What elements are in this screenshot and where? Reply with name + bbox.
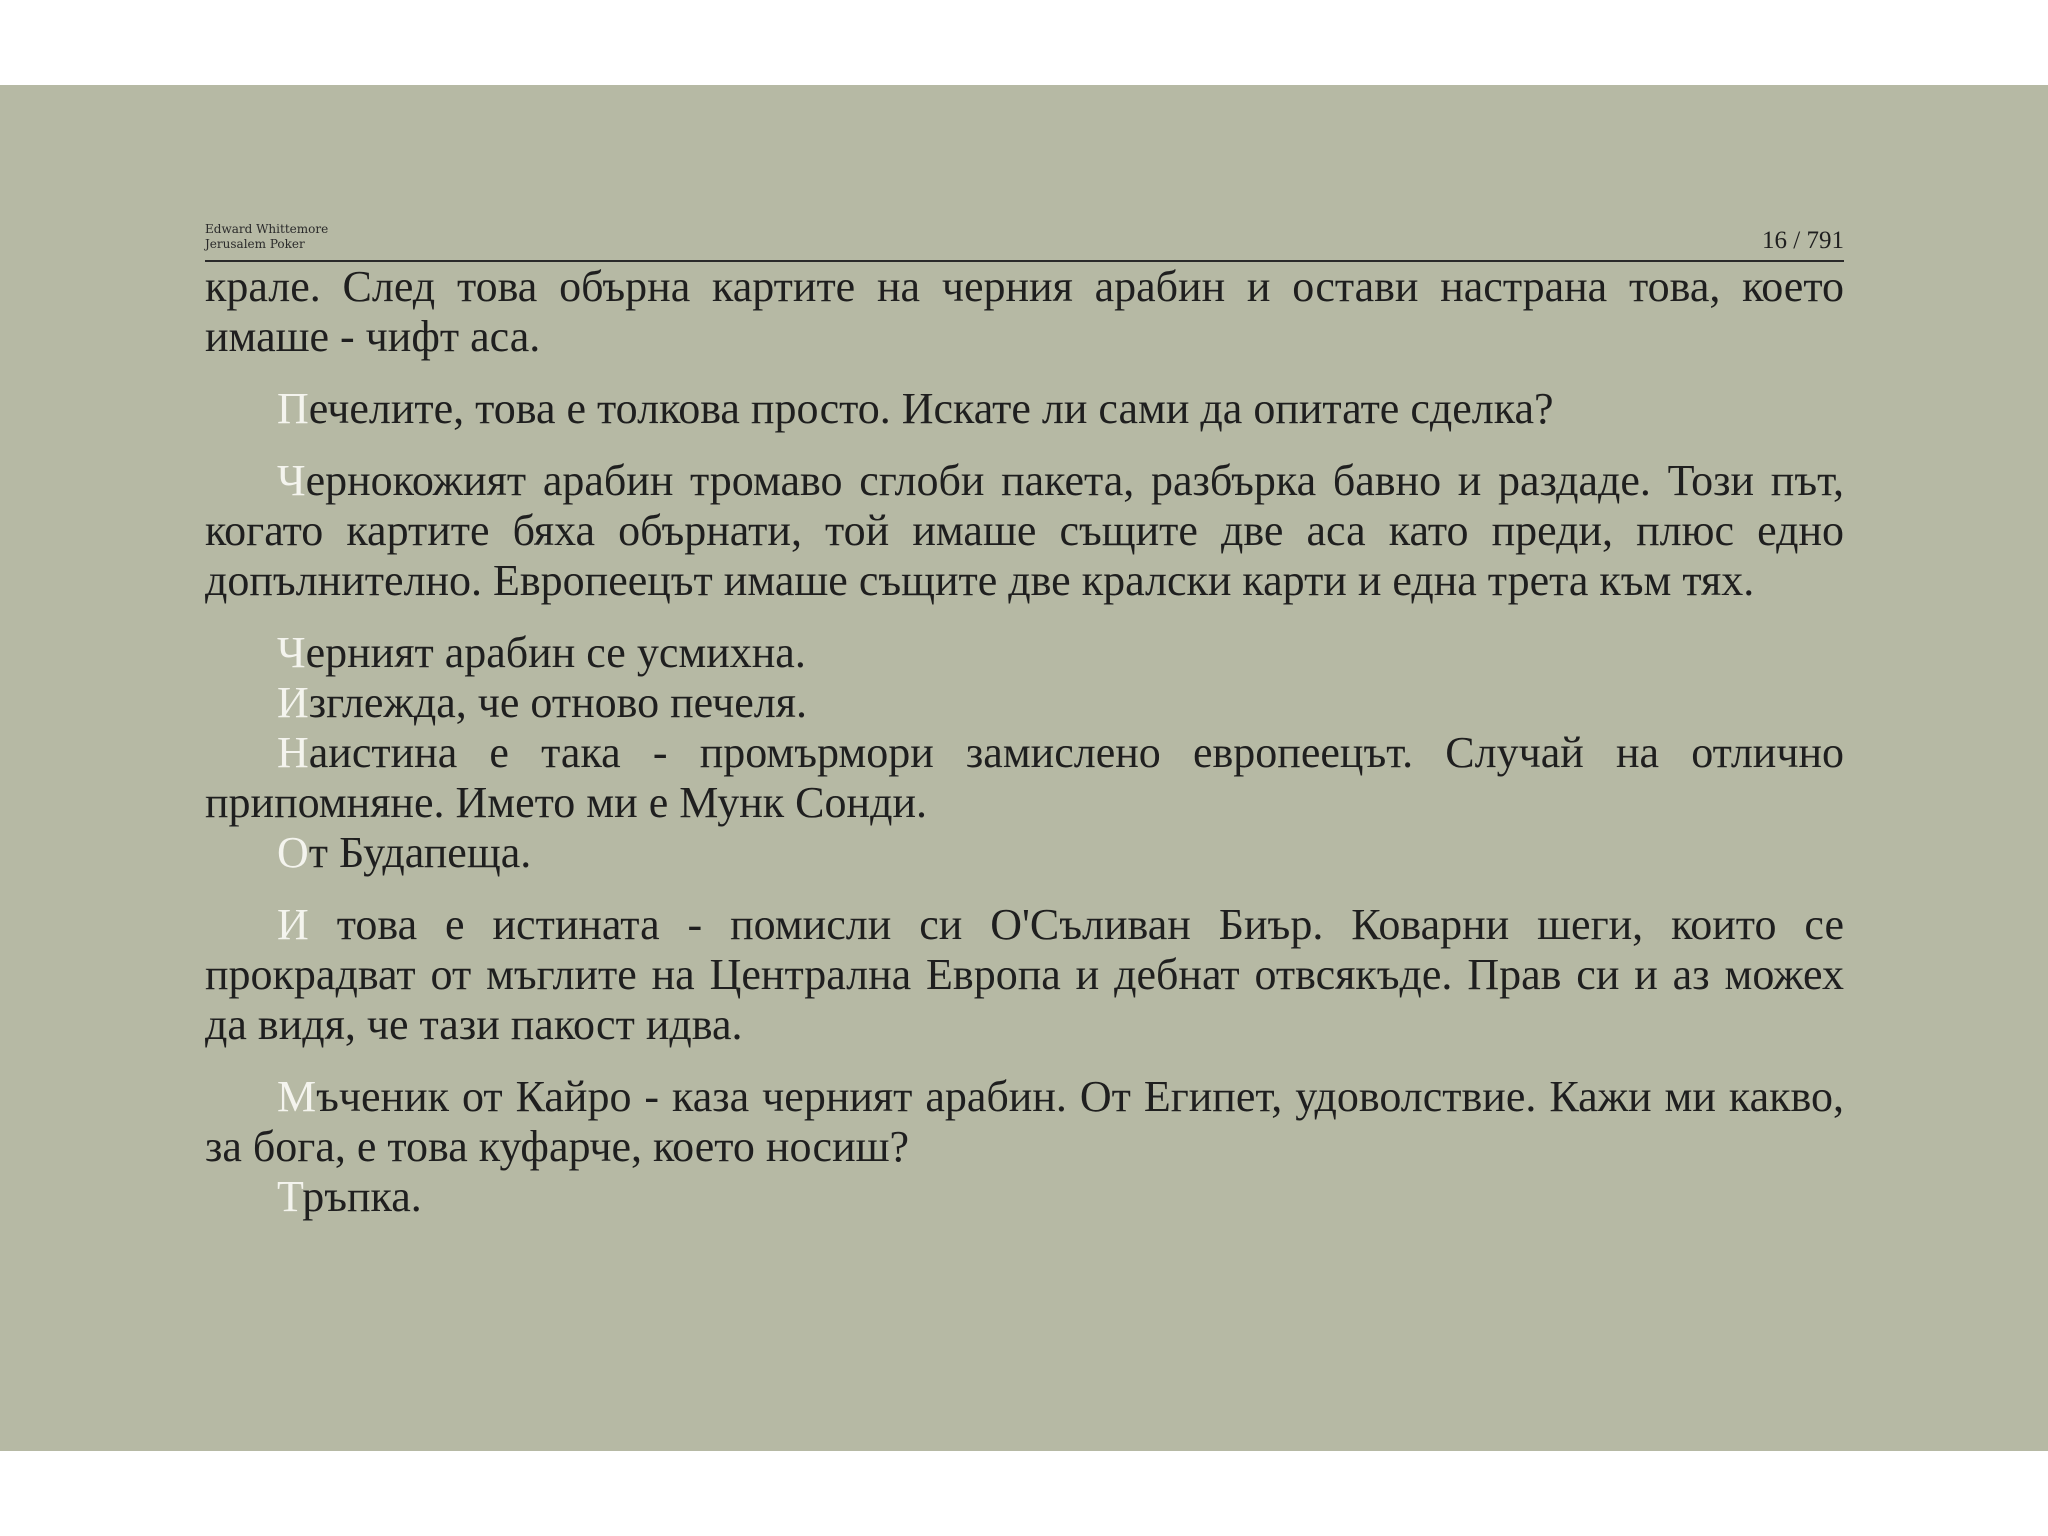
paragraph-2	[205, 384, 1844, 434]
page-number: 16 / 791	[1762, 227, 1844, 254]
page-header	[205, 136, 1844, 262]
paragraph-text: т Будапеща.	[308, 828, 532, 877]
paragraph-text: крале. След това обърна картите на черния арабин и остави настрана това, което имаше - чифт аса.	[205, 262, 1844, 361]
paragraph-5	[205, 678, 1844, 728]
drop-letter: Ч	[277, 456, 306, 505]
drop-letter: О	[277, 828, 309, 877]
drop-letter: М	[277, 1072, 317, 1121]
paragraph-9	[205, 1072, 1844, 1172]
drop-letter: Ч	[277, 628, 306, 677]
drop-letter: Н	[277, 728, 309, 777]
book-info	[205, 222, 328, 252]
paragraph-text: ернокожият арабин тромаво сглоби пакета, разбърка бавно и раздаде. Този път, когато картите бяха обърнати, той имаше същите две аса като преди, плюс едно допълнително. Европеецът имаше същите две кралски карти и една трета към тях.	[205, 456, 1844, 605]
paragraph-6	[205, 728, 1844, 828]
drop-letter: И	[277, 900, 309, 949]
paragraph-text: зглежда, че отново печеля.	[308, 678, 807, 727]
paragraph-4	[205, 628, 1844, 678]
author-name: Edward Whittemore	[205, 222, 329, 236]
paragraph-7	[205, 828, 1844, 878]
paragraph-text: ъченик от Кайро - каза черният арабин. От Египет, удоволствие. Кажи ми какво, за бога, е това куфарче, което носиш?	[205, 1072, 1844, 1171]
paragraph-text: това е истината - помисли си О'Съливан Биър. Коварни шеги, които се прокрадват от мъглите на Централна Европа и дебнат отвсякъде. Прав си и аз можех да видя, че тази пакост идва.	[205, 900, 1844, 1049]
paragraph-10	[205, 1172, 1844, 1222]
drop-letter: П	[277, 384, 309, 433]
paragraph-8	[205, 900, 1844, 1050]
book-text	[205, 262, 1844, 1222]
paragraph-1	[205, 262, 1844, 362]
paragraph-text: ръпка.	[302, 1172, 422, 1221]
paragraph-3	[205, 456, 1844, 606]
paragraph-text: ерният арабин се усмихна.	[305, 628, 806, 677]
drop-letter: И	[277, 678, 309, 727]
drop-letter: Т	[277, 1172, 303, 1221]
paragraph-text: аистина е така - промърмори замислено европеецът. Случай на отлично припомняне. Името ми е Мунк Сонди.	[205, 728, 1844, 827]
book-title: Jerusalem Poker	[205, 237, 305, 251]
paragraph-text: ечелите, това е толкова просто. Искате ли сами да опитате сделка?	[308, 384, 1554, 433]
